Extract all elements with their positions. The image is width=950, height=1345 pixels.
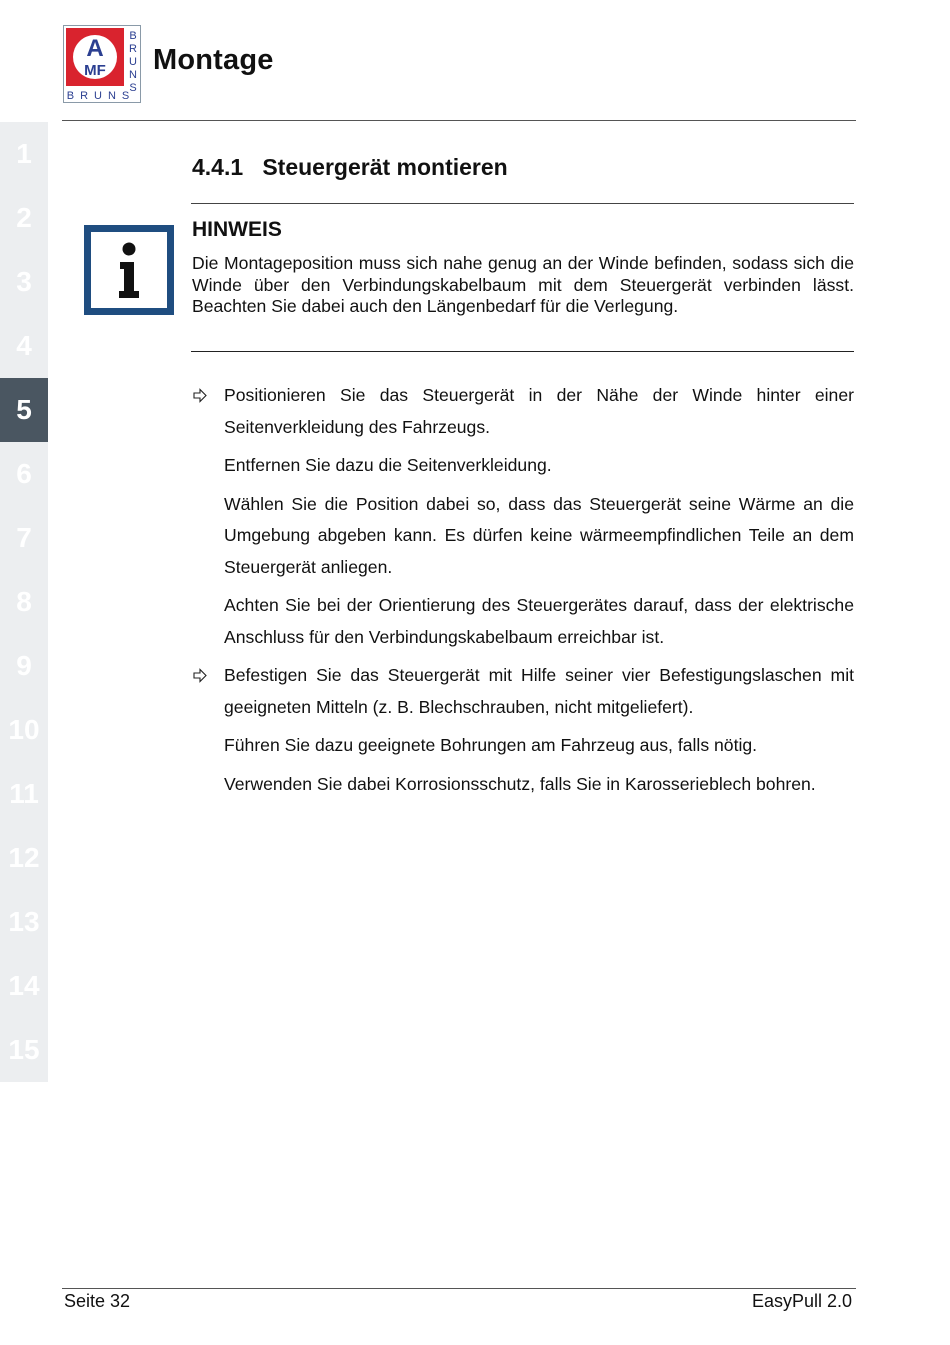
step-text: Achten Sie bei der Orientierung des Steuergerätes darauf, dass der elektrische Anschluss für den Verbindungskabelbaum erreichbar ist. [224, 595, 854, 647]
step-text: Entfernen Sie dazu die Seitenverkleidung. [224, 455, 552, 475]
svg-text:R: R [129, 43, 137, 55]
svg-text:A: A [86, 35, 104, 62]
company-logo [63, 25, 141, 103]
header-divider [62, 120, 856, 121]
svg-text:MF: MF [84, 62, 106, 79]
step-item [192, 660, 854, 723]
step-item [192, 769, 854, 801]
svg-text:U: U [129, 56, 137, 68]
footer-divider [62, 1288, 856, 1289]
chapter-tab-1[interactable]: 1 [0, 122, 48, 186]
chapter-tab-10[interactable]: 10 [0, 698, 48, 762]
chapter-tab-9[interactable]: 9 [0, 634, 48, 698]
step-text: Befestigen Sie das Steuergerät mit Hilfe seiner vier Befestigungslaschen mit geeigneten Mitteln (z. B. Blechschrauben, nicht mitgeliefert). [224, 665, 854, 717]
info-icon [84, 225, 174, 315]
svg-text:S: S [129, 82, 137, 94]
note-heading: HINWEIS [192, 218, 282, 241]
note-text: Die Montageposition muss sich nahe genug an der Winde befinden, sodass sich die Winde über den Verbindungskabelbaum mit dem Steuergerät verbinden lässt. Beachten Sie dabei auch den Längenbedarf für die Verlegung. [192, 253, 854, 316]
chapter-tab-2[interactable]: 2 [0, 186, 48, 250]
section-number: 4.4.1 [192, 154, 244, 180]
svg-text:B: B [129, 30, 137, 42]
arrow-right-icon [192, 660, 208, 691]
step-text: Führen Sie dazu geeignete Bohrungen am Fahrzeug aus, falls nötig. [224, 735, 758, 755]
step-item [192, 450, 854, 482]
section-heading [192, 154, 508, 181]
svg-text:N: N [129, 69, 137, 81]
step-item [192, 380, 854, 443]
svg-text:BRUNS: BRUNS [66, 90, 136, 102]
note-bottom-divider [191, 351, 854, 352]
chapter-tabs [0, 122, 48, 1082]
chapter-tab-5-active[interactable]: 5 [0, 378, 48, 442]
chapter-tab-12[interactable]: 12 [0, 826, 48, 890]
chapter-tab-11[interactable]: 11 [0, 762, 48, 826]
page-number: Seite 32 [64, 1291, 131, 1311]
chapter-tab-3[interactable]: 3 [0, 250, 48, 314]
step-item [192, 489, 854, 584]
step-text: Verwenden Sie dabei Korrosionsschutz, falls Sie in Karosserieblech bohren. [224, 773, 816, 794]
step-text: Wählen Sie die Position dabei so, dass das Steuergerät seine Wärme an die Umgebung abgeben kann. Es dürfen keine wärmeempfindlichen Teile an dem Steuergerät anliegen. [224, 493, 854, 577]
chapter-title: Montage [153, 44, 274, 76]
chapter-tab-7[interactable]: 7 [0, 506, 48, 570]
instruction-list [192, 380, 854, 807]
chapter-tab-8[interactable]: 8 [0, 570, 48, 634]
chapter-tab-4[interactable]: 4 [0, 314, 48, 378]
chapter-tab-14[interactable]: 14 [0, 954, 48, 1018]
chapter-tab-13[interactable]: 13 [0, 890, 48, 954]
chapter-tab-15[interactable]: 15 [0, 1018, 48, 1082]
step-item [192, 730, 854, 762]
arrow-right-icon [192, 380, 208, 411]
chapter-tab-6[interactable]: 6 [0, 442, 48, 506]
section-title: Steuergerät montieren [262, 154, 508, 180]
product-name: EasyPull 2.0 [751, 1291, 852, 1311]
step-text: Positionieren Sie das Steuergerät in der Nähe der Winde hinter einer Seitenverkleidung des Fahrzeugs. [224, 385, 854, 437]
note-top-divider [191, 203, 854, 204]
step-item [192, 590, 854, 653]
